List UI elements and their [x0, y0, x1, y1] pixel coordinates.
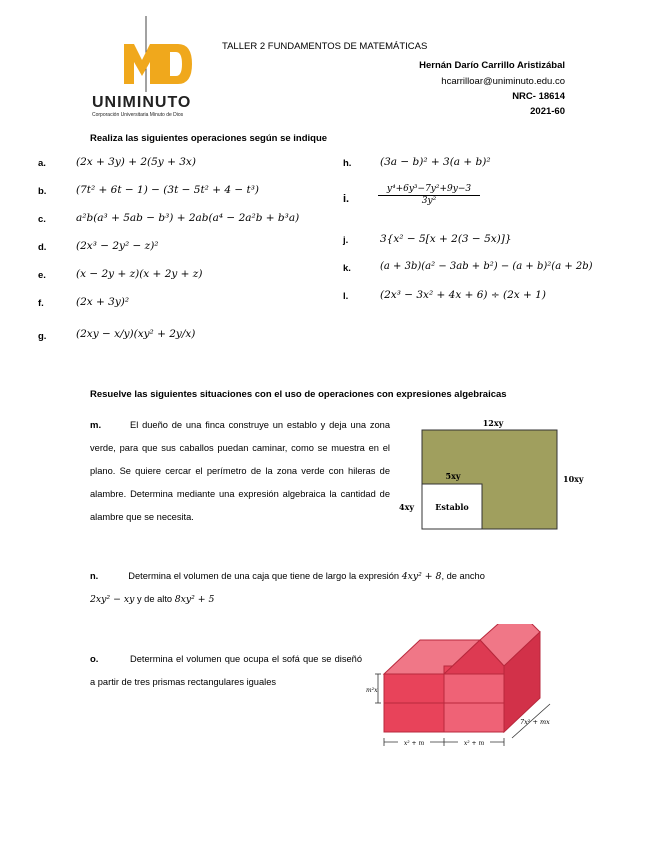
logo-subtitle: Corporación Universitaria Minuto de Dios — [92, 112, 184, 118]
item-h-label: h. — [343, 158, 352, 169]
page-title: TALLER 2 FUNDAMENTOS DE MATEMÁTICAS — [222, 41, 428, 52]
item-h-expr: (3a − b)² + 3(a + b)² — [380, 156, 491, 168]
item-k-label: k. — [343, 263, 351, 274]
problem-m-text: El dueño de una finca construye un establo y deja una zona verde, para que sus caballos puedan caminar, como se muestra en el plano. Se quiere cercar el perímetro de la zona verde con hileras de alambre. Determina mediante una expresión algebraica la cantidad de alambre que se necesita. — [90, 420, 390, 522]
item-g-label: g. — [38, 331, 47, 342]
problem-n-expr-b: 2xy² − xy — [90, 594, 135, 605]
problem-n-text-a: Determina el volumen de una caja que tiene de largo la expresión — [128, 571, 400, 581]
item-a-expr: (2x + 3y) + 2(5y + 3x) — [76, 156, 196, 168]
plan-inner-left-label: 4xy — [399, 502, 414, 512]
sofa-width1-label: x² + m — [403, 740, 425, 747]
item-d-expr: (2x³ − 2y² − z)² — [76, 240, 159, 252]
plan-right-label: 10xy — [563, 474, 584, 484]
plan-stable-label: Establo — [435, 502, 469, 512]
problem-o-label: o. — [90, 654, 99, 665]
item-j-label: j. — [343, 235, 349, 246]
section1-instruction: Realiza las siguientes operaciones según se indique — [90, 133, 328, 144]
item-f-label: f. — [38, 298, 44, 309]
problem-n-expr-a: 4xy² + 8 — [401, 571, 442, 582]
logo-name: UNIMINUTO — [92, 94, 192, 111]
sofa-diagram — [364, 624, 584, 754]
item-k-expr: (a + 3b)(a² − 3ab + b²) − (a + b)²(a + 2b) — [380, 261, 593, 272]
item-d-label: d. — [38, 242, 47, 253]
problem-o-text: Determina el volumen que ocupa el sofá que se diseñó a partir de tres prismas rectangulares iguales — [90, 654, 362, 687]
item-f-expr: (2x + 3y)² — [76, 296, 130, 308]
problem-n-text-c: y de alto — [136, 594, 173, 604]
sofa-width2-label: x² + m — [463, 740, 485, 747]
academic-period: 2021-60 — [530, 106, 565, 117]
problem-n-label: n. — [90, 571, 99, 581]
nrc-code: NRC- 18614 — [512, 91, 565, 102]
item-b-expr: (7t² + 6t − 1) − (3t − 5t² + 4 − t³) — [76, 184, 260, 196]
item-g-expr: (2xy − x/y)(xy² + 2y/x) — [76, 328, 196, 340]
item-j-expr: 3{x² − 5[x + 2(3 − 5x)]} — [380, 233, 512, 245]
item-l-label: l. — [343, 291, 349, 302]
item-i-numerator: y⁴+6y³−7y²+9y−3 — [378, 184, 480, 196]
sofa-height-label: m²x — [366, 687, 378, 694]
item-i-label: i. — [343, 193, 350, 205]
author-name: Hernán Darío Carrillo Aristizábal — [419, 60, 565, 71]
item-a-label: a. — [38, 158, 46, 169]
problem-m-label: m. — [90, 420, 102, 431]
item-b-label: b. — [38, 186, 47, 197]
problem-n-expr-c: 8xy² + 5 — [174, 594, 215, 605]
item-c-label: c. — [38, 214, 46, 225]
section2-instruction: Resuelve las siguientes situaciones con el uso de operaciones con expresiones algebraicas — [90, 389, 507, 400]
problem-n-text-b: , de ancho — [441, 571, 485, 581]
farm-plan-diagram — [395, 412, 595, 534]
item-e-expr: (x − 2y + z)(x + 2y + z) — [76, 268, 203, 280]
item-e-label: e. — [38, 270, 46, 281]
item-c-expr: a²b(a³ + 5ab − b³) + 2ab(a⁴ − 2a²b + b³a) — [76, 212, 300, 224]
item-i-denominator: 3y² — [421, 196, 437, 206]
logo-md-icon — [88, 14, 228, 94]
item-l-expr: (2x³ − 3x² + 4x + 6) ÷ (2x + 1) — [380, 289, 546, 301]
sofa-depth-label: 7x² + mx — [520, 718, 550, 726]
problem-n — [90, 565, 570, 611]
plan-inner-top-label: 5xy — [445, 471, 461, 481]
plan-top-label: 12xy — [482, 418, 504, 428]
logo — [88, 14, 228, 120]
item-i-fraction — [378, 184, 480, 206]
author-email: hcarrilloar@uniminuto.edu.co — [441, 76, 565, 87]
